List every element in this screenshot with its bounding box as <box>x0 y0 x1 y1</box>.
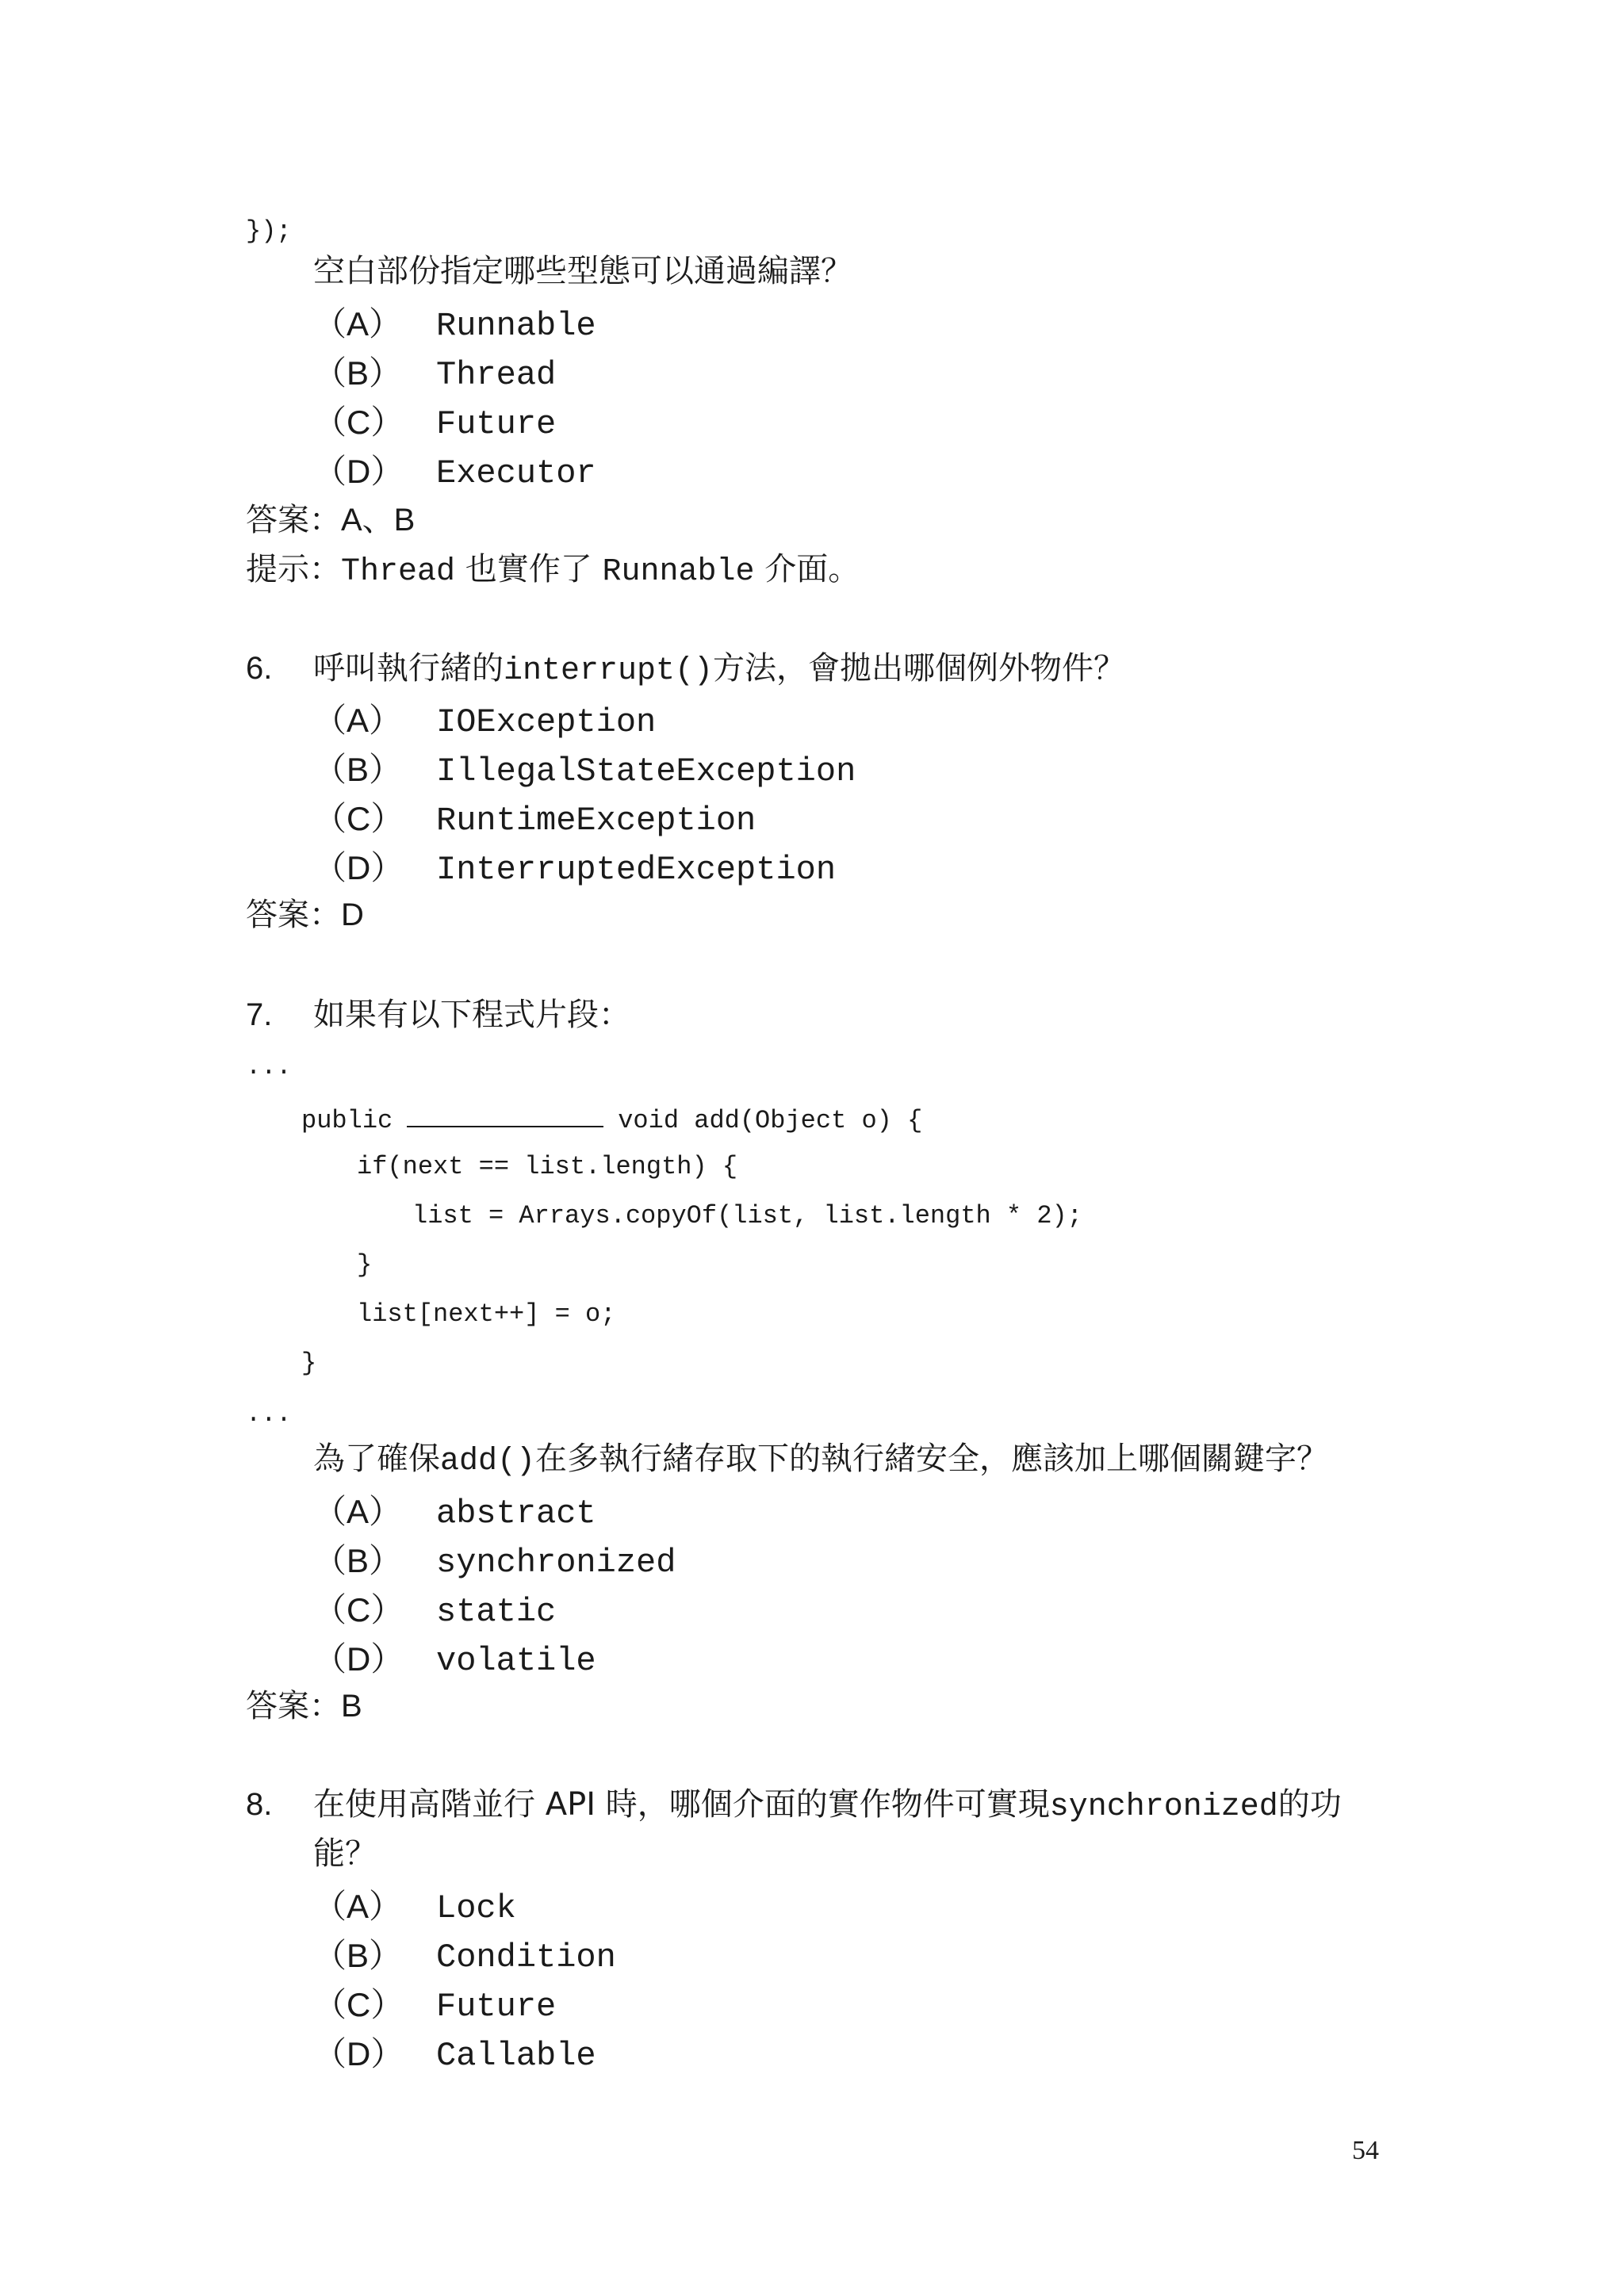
code-ellipsis: ... <box>246 1052 292 1081</box>
q5-hint <box>246 553 860 588</box>
hint-code: Runnable <box>602 554 755 590</box>
q7-answer <box>246 1690 362 1722</box>
hint-code: Thread <box>341 554 456 590</box>
option-letter: （D） <box>313 453 404 490</box>
option-text: Callable <box>436 2037 596 2075</box>
option-text: IOException <box>436 703 657 741</box>
option-letter: （C） <box>313 1591 404 1628</box>
hint-text: 也實作了 <box>465 551 592 587</box>
option-letter: （D） <box>313 1640 404 1678</box>
option-text: synchronized <box>436 1544 676 1582</box>
hint-label: 提示： <box>246 551 341 587</box>
question-code: add() <box>440 1444 536 1479</box>
option-text: static <box>436 1593 557 1631</box>
answer-label: 答案： <box>246 897 341 933</box>
option-text: Future <box>436 405 557 443</box>
page-number: 54 <box>1352 2136 1379 2165</box>
answer-value: D <box>341 897 364 932</box>
q5-prompt: 空白部份指定哪些型態可以通過編譯？ <box>313 253 852 289</box>
q6-prompt <box>313 652 1125 687</box>
q8-prompt-line-2: 能？ <box>313 1835 377 1872</box>
prompt-text: 在使用高階並行 API 時，哪個介面的實作物件可實現 <box>313 1786 1050 1823</box>
answer-value: B <box>341 1689 362 1724</box>
q7-number: 7. <box>246 997 273 1032</box>
question-text: 在多執行緒存取下的執行緒安全，應該加上哪個關鍵字？ <box>535 1441 1329 1477</box>
option-text: RuntimeException <box>436 802 756 840</box>
option-letter: （D） <box>313 849 404 886</box>
option-letter: （B） <box>313 1542 403 1579</box>
option-text: volatile <box>436 1642 596 1680</box>
option-text: IllegalStateException <box>436 752 856 790</box>
answer-label: 答案： <box>246 1688 341 1724</box>
code-ellipsis: ... <box>246 1399 292 1429</box>
option-text: Lock <box>436 1889 516 1927</box>
prompt-text: 方法，會拋出哪個例外物件？ <box>713 650 1126 687</box>
q6-number: 6. <box>246 651 273 686</box>
q7-question <box>313 1443 1328 1478</box>
prompt-code: synchronized <box>1049 1789 1278 1825</box>
option-letter: （B） <box>313 751 403 788</box>
option-letter: （C） <box>313 1986 404 2023</box>
option-text: abstract <box>436 1494 596 1533</box>
hint-text: 介面。 <box>764 551 860 587</box>
code-text: void add(Object o) { <box>618 1106 923 1135</box>
code-line-5: list[next++] = o; <box>357 1299 616 1329</box>
code-line-3: list = Arrays.copyOf(list, list.length * 2); <box>412 1201 1082 1230</box>
option-letter: （A） <box>313 305 403 342</box>
option-letter: （A） <box>313 702 403 739</box>
option-letter: （C） <box>313 404 404 441</box>
answer-label: 答案： <box>246 502 341 538</box>
option-text: Executor <box>436 454 596 492</box>
question-text: 為了確保 <box>313 1441 440 1477</box>
prompt-text: 的功 <box>1277 1786 1342 1823</box>
option-letter: （B） <box>313 1937 403 1974</box>
option-letter: （C） <box>313 800 404 837</box>
prompt-text: 呼叫執行緒的 <box>313 650 504 687</box>
code-tail: }); <box>246 216 292 246</box>
option-letter: （D） <box>313 2035 404 2072</box>
fill-in-blank <box>407 1105 603 1127</box>
answer-value: A、B <box>341 503 416 538</box>
code-line-4: } <box>357 1250 373 1280</box>
code-line-1 <box>301 1105 922 1134</box>
q8-number: 8. <box>246 1787 273 1822</box>
code-line-6: } <box>301 1349 317 1378</box>
q5-answer <box>246 504 415 536</box>
q6-answer <box>246 899 364 931</box>
code-line-2: if(next == list.length) { <box>357 1152 738 1181</box>
option-text: InterruptedException <box>436 851 837 889</box>
q7-prompt: 如果有以下程式片段： <box>313 997 630 1033</box>
option-letter: （A） <box>313 1493 403 1530</box>
option-text: Thread <box>436 356 557 394</box>
option-text: Future <box>436 1988 557 2026</box>
option-text: Runnable <box>436 307 596 345</box>
code-text: public <box>301 1106 393 1135</box>
option-letter: （A） <box>313 1888 403 1925</box>
q8-prompt <box>313 1786 1342 1825</box>
option-letter: （B） <box>313 354 403 392</box>
prompt-code: interrupt() <box>504 653 714 689</box>
option-text: Condition <box>436 1938 616 1976</box>
